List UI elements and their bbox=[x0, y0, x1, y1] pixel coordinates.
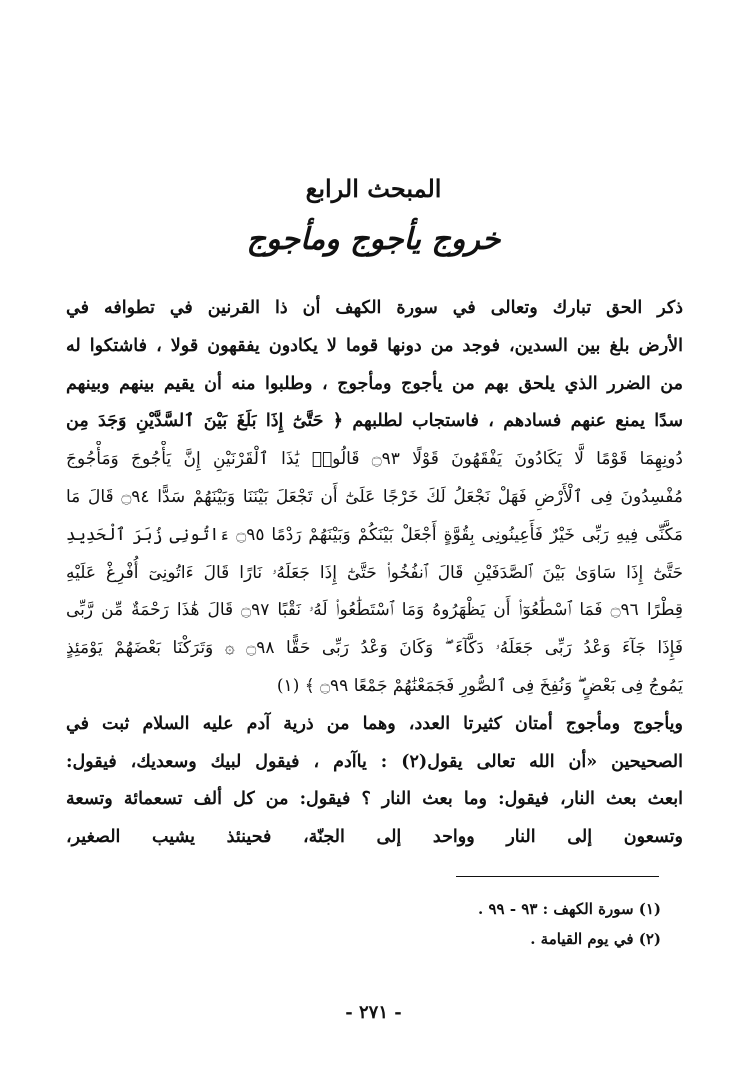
body-text bbox=[66, 290, 683, 857]
footnote-1: (١) سورة الكهف : ٩٣ - ٩٩ . bbox=[478, 900, 661, 918]
quran-line: حَتَّىٰٓ إِذَا سَاوَىٰ بَيْنَ ٱلصَّدَفَيْنِ قَالَ ٱنفُخُوا۟ حَتَّىٰٓ إِذَا جَعَلَهُۥ نَارًا قَالَ ءَاتُونِىٓ أُفْرِغْ عَلَيْهِ bbox=[66, 562, 683, 583]
footnote-divider bbox=[456, 876, 659, 877]
text-line: ويأجوج ومأجوج أمتان كثيرتا العدد، وهما من ذرية آدم عليه السلام ثبت في bbox=[66, 713, 683, 734]
text-line: ذكر الحق تبارك وتعالى في سورة الكهف أن ذا القرنين في تطوافه في bbox=[66, 298, 683, 318]
text-line: من الضرر الذي يلحق بهم من يأجوج ومأجوج ، وطلبوا منه أن يقيم بينهم وبينهم bbox=[66, 373, 683, 394]
quran-line: قِطْرًا ۝٩٦ فَمَا ٱسْطَٰعُوٓا۟ أَن يَظْهَرُوهُ وَمَا ٱسْتَطَٰعُوا۟ لَهُۥ نَقْبًا ۝٩٧ قَالَ هَٰذَا رَحْمَةٌ مِّن رَّبِّى bbox=[66, 600, 683, 621]
page-title: خروج يأجوج ومأجوج bbox=[246, 222, 501, 257]
text-line: الصحيحين «أن الله تعالى يقول(٢) : ياآدم ، فيقول لبيك وسعديك، فيقول: bbox=[66, 751, 683, 772]
text-line: ابعث بعث النار، فيقول: وما بعث النار ؟ فيقول: من كل ألف تسعمائة وتسعة bbox=[66, 789, 683, 810]
quran-line: فَإِذَا جَآءَ وَعْدُ رَبِّى جَعَلَهُۥ دَكَّآءَ ۖ وَكَانَ وَعْدُ رَبِّى حَقًّا ۝٩٨ ۞ وَتَرَكْنَا بَعْضَهُمْ يَوْمَئِذٍ bbox=[66, 638, 683, 659]
page-number: - ٢٧١ - bbox=[345, 1002, 402, 1023]
footnote-2: (٢) في يوم القيامة . bbox=[530, 930, 661, 948]
text-line: وتسعون إلى النار وواحد إلى الجنّة، فحينئذ يشيب الصغير، bbox=[66, 827, 683, 848]
quran-line: مُفْسِدُونَ فِى ٱلْأَرْضِ فَهَلْ نَجْعَلُ لَكَ خَرْجًا عَلَىٰٓ أَن تَجْعَلَ بَيْنَنَا وَبَيْنَهُمْ سَدًّا ۝٩٤ قَالَ مَا bbox=[66, 486, 683, 507]
quran-line: يَمُوجُ فِى بَعْضٍ ۖ وَنُفِخَ فِى ٱلصُّورِ فَجَمَعْنَٰهُمْ جَمْعًا ۝٩٩ ﴾ (١) bbox=[276, 675, 683, 696]
quran-line: مَكَّنِّى فِيهِ رَبِّى خَيْرٌ فَأَعِينُونِى بِقُوَّةٍ أَجْعَلْ بَيْنَكُمْ وَبَيْنَهُمْ رَدْمًا ۝٩٥ ءَاتُونِى زُبَرَ ٱلْحَدِيدِ bbox=[66, 524, 683, 545]
quran-line: دُونِهِمَا قَوْمًا لَّا يَكَادُونَ يَفْقَهُونَ قَوْلًا ۝٩٣ قَالُوا۟ يَٰذَا ٱلْقَرْنَيْنِ إِنَّ يَأْجُوجَ وَمَأْجُوجَ bbox=[66, 449, 683, 470]
section-heading: المبحث الرابع bbox=[305, 174, 442, 203]
text-line: الأرض بلغ بين السدين، فوجد من دونها قوما لا يكادون يفقهون قولا ، فاشتكوا له bbox=[66, 335, 683, 356]
text-line: سدًا يمنع عنهم فسادهم ، فاستجاب لطلبهم ﴿ حَتَّىٰٓ إِذَا بَلَغَ بَيْنَ ٱلسَّدَّيْنِ وَجَدَ مِن bbox=[66, 411, 683, 432]
